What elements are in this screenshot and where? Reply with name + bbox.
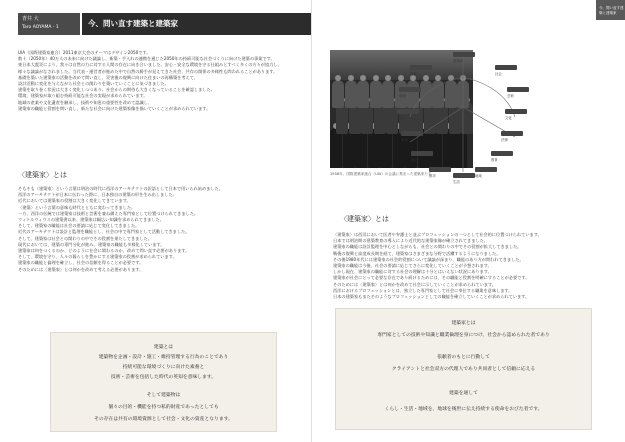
paragraph: 日本の建築家もまたそのようなプロフェッションとしての職能を確立していくことが求められています。 [333, 294, 530, 300]
diagram-node [491, 151, 513, 156]
paragraph: 環境、建築家が取り組む持続可能な社会の実現が求められています。 [18, 93, 148, 99]
diagram-node [410, 65, 432, 70]
author-box [18, 13, 80, 35]
paragraph: 現代においては、建築の専門分化が進み、建築家の職能も多様化しています。 [18, 241, 165, 247]
photo-figure [330, 128, 342, 168]
photo-figure [368, 128, 380, 168]
quote-line: そして建築物は [146, 393, 181, 398]
diagram-node-label: 倫理 [401, 138, 408, 142]
photo-figure-head [348, 75, 354, 81]
photo-figure [332, 80, 344, 108]
diagram-node [475, 167, 497, 172]
paragraph: 東日本大震災により、我々は自然の力に対する人間の存在に向き合いました。安心・安全な環境を守る仕組みとすべく多くの方々が協力し、 [18, 62, 282, 68]
diagram-node-label: 社会 [495, 72, 502, 76]
diagram-node-label: 地域 [475, 174, 482, 178]
diagram-node [429, 167, 451, 172]
paragraph: 建築家の職能と役割を問い直し、新たな社会に向けた建築家像を描いていくことが求められています。 [18, 105, 211, 111]
diagram-node [401, 131, 423, 136]
photo-figure-head [373, 75, 379, 81]
chapter-header [82, 13, 312, 35]
paragraph: 一方、西洋の伝統では建築家は技術と芸術を兼ね備えた専門家として位置づけられてきました。 [18, 210, 199, 216]
architect-relation-diagram [395, 47, 530, 182]
paragraph: その後1980年代には建築家の社会的役割について議論が深まり、職能のあり方が問われてきました。 [333, 256, 524, 262]
quote-line: 専門家としての技術や知識と職業倫理を身につけ、社会から認められた者であり [377, 333, 550, 338]
diagram-node-label: 環境 [399, 94, 406, 98]
diagram-node [453, 173, 475, 178]
photo-figure-head [360, 75, 366, 81]
diagram-node [495, 65, 517, 70]
side-tab [596, 0, 625, 20]
author-name-en: Taro AOYAMA - 1 [22, 25, 59, 30]
paragraph: 建築家の職能と倫理を確立し、社会の信頼を得ることが必要です。 [18, 260, 144, 266]
diagram-node [411, 151, 433, 156]
side-tab-label: 今、問い直す建築と建築家 [599, 6, 624, 15]
paragraph: 基礎を築いた建築家の活動を改めて問い直し、災害後の復興に向けた住まいの再構築を考えて、 [18, 74, 198, 80]
quote-line: 建築家とは [451, 321, 476, 326]
diagram-node [399, 87, 421, 92]
paragraph: ウィトルウィウスの建築書以来、建築家は幅広い知識を求められてきました。 [18, 217, 164, 223]
diagram-node [507, 87, 529, 92]
paragraph: 数十（2050年）40万人の未来に向けた議論し、新築・手入れの連携を通じた2050年の持続可能な社会づくりに向けた建築の事業です。 [18, 56, 275, 62]
diagram-node-label: 歴史 [411, 158, 418, 162]
paragraph: 近代においては建築家の役割は大きく変化してきています。 [18, 198, 131, 204]
diagram-node-label: 建築家 [453, 59, 464, 63]
diagram-node [505, 109, 527, 114]
paragraph: そもそも〈建築家〉という言葉は明治の時代に西洋のアーキテクトの訳語として日本で用いられ始めました。 [18, 186, 223, 191]
quote-line: 技術・芸術を包括した時代の英知を意味します。 [110, 375, 217, 380]
paragraph: 建築家の職能は設計監理を中心としながらも、社会との関わりの中でその役割が拡大してきました。 [333, 244, 522, 250]
paragraph: 戦後の復興と高度成長期を経て、建築家はさまざまな分野で活躍するようになりました。 [333, 250, 501, 256]
paragraph: 建築家が社会にとって必要な存在であり続けるためには、その職能と役割を明確にすることが必要です。 [333, 275, 530, 281]
paragraph: 西洋のアーキテクトが日本に伝わった際に、日本独自の建築の形を生み出しました。 [18, 192, 177, 198]
photo-figure [355, 128, 367, 168]
body-text [333, 232, 613, 300]
quote-line: 建築とは [153, 345, 174, 350]
quote-line: 個々の目的・機能を持つ私的財産であったとしても [108, 405, 219, 410]
diagram-node [453, 52, 475, 57]
diagram-node-label: 文化 [505, 116, 512, 120]
paragraph: 建築家は何をつくるのか、どのように社会に関わるのか、改めて問い直す必要があります。 [18, 248, 190, 254]
diagram-node-label: 都市 [429, 174, 436, 178]
quote-line: その存在は共有の環境資源として社会・文化の資産となります。 [94, 417, 233, 422]
photo-figure-head [385, 75, 391, 81]
photo-figure-head [335, 75, 341, 81]
photo-figure [370, 80, 382, 108]
chapter-title: 今、問い直す建築と建築家 [88, 19, 178, 28]
paragraph: しかし現在、建築家の職能に対する社会の理解は十分とはいえない状況にあります。 [333, 269, 492, 275]
quote-line: 建築を通して [449, 391, 478, 396]
paragraph: そのためには〈建築家〉とは何かを改めて社会に示していくことが求められています。 [333, 281, 496, 287]
quote-line: くらし・生活・地域を、地球を後世に伝え持続する使命をおびた者です。 [384, 407, 543, 412]
photo-figure [343, 128, 355, 168]
paragraph: 〈建築〉という言葉の意味も時代とともに変わってきました。 [18, 204, 136, 210]
photo-figure [382, 80, 394, 108]
diagram-node-label: 教育 [491, 158, 498, 162]
photo-figure [380, 128, 392, 168]
diagram-node-label: 経済 [397, 116, 404, 120]
paragraph: 様々な議論がなされました。当代表・運営者が進めた中で自然の勝手が見えてきた社会、共存の関係の多様性も問われることがあります。 [18, 68, 278, 74]
paragraph: 〈建築家〉は西洋において医者や弁護士と並ぶプロフェッションの一つとして社会的に位置づけられています。 [333, 232, 542, 237]
definition-box-architecture [50, 332, 277, 432]
quote-line: 依頼者のもとに行動して [437, 355, 490, 360]
paragraph: そして、建築家の職能は社会の要請に応じて変化してきました。 [18, 223, 140, 229]
body-text [18, 186, 303, 273]
diagram-node-label: 技術 [410, 72, 417, 76]
paragraph: 地域の産業や文化遺産を継承し、技術や知恵の重要性を改めて認識し、 [18, 99, 153, 105]
section-heading: 〈建築家〉とは [18, 171, 67, 179]
paragraph: 設計活動に変化を与えながら社会との関わりを築いていくことに気づきました。 [18, 81, 169, 87]
diagram-node-label: 生活 [453, 180, 460, 184]
paragraph: UIA（国際建築家連合）2011東京大会のテーマはデザイン2050です。 [18, 50, 151, 55]
paragraph: 日本では明治期の建築教育の導入により近代的な建築家像が確立されてきました。 [333, 238, 488, 244]
photo-caption: 1958年、国際建築家連合（UIA）の会議に集まった建築家たち [330, 172, 432, 176]
section-heading: 〈建築家〉とは [340, 215, 389, 223]
paragraph: 西洋におけるプロフェッションとは、独立した専門家として社会に奉仕する職業を意味します。 [333, 287, 513, 293]
quote-line: クライアントと社会双方の代理人であり共同者として信頼に応える [391, 367, 536, 372]
definition-box-architect [335, 308, 592, 430]
left-page [0, 0, 312, 442]
photo-figure [345, 80, 357, 108]
diagram-node [397, 109, 419, 114]
paragraph: そして、環境を守り、人々の暮らしを豊かにする建築家の役割が求められています。 [18, 254, 177, 260]
quote-line: 持続可能な環境づくりに向けた素養と [122, 365, 205, 370]
diagram-node-label: 芸術 [507, 94, 514, 98]
photo-figure [357, 80, 369, 108]
paragraph: そのためには〈建築家〉とは何かを改めて考える必要があります。 [18, 266, 144, 272]
diagram-node-label: 法律 [501, 138, 508, 142]
quote-line: 建築物を企画・設計・施工・維持管理する行為のことであり [98, 355, 229, 360]
paragraph: 近代のアーキテクトは設計と監理を職能とし、社会の中で専門家として活動してきました。 [18, 229, 190, 235]
paragraph: 建築家の職能は今後、社会の要請に応じてさらに変化していくことが予想されます。 [333, 263, 492, 269]
paragraph: そして、建築家は社会との関わりの中でその役割を果たしてきました。 [18, 235, 152, 241]
diagram-node [501, 131, 523, 136]
paragraph: 建築を取り巻く状況は大きく変化しつつあり、社会からの期待も大きくなっていることを確認しました。 [18, 87, 215, 93]
intro-text [18, 50, 303, 112]
author-name-ja: 青井 大 [22, 16, 39, 22]
